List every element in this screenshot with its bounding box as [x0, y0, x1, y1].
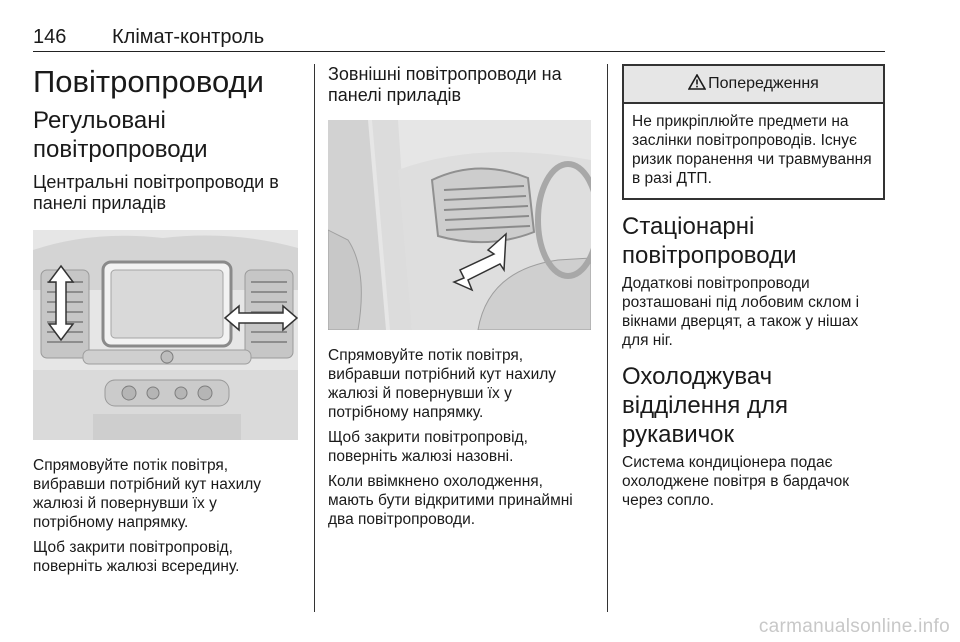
column-1 — [33, 64, 301, 576]
warning-box — [622, 64, 885, 200]
warning-header — [624, 66, 883, 104]
instruction-text: Щоб закрити повітропровід, поверніть жалюзі всередину. — [33, 539, 240, 575]
side-vent-illustration — [328, 120, 591, 330]
volume-knob — [161, 351, 173, 363]
page-header — [33, 22, 885, 52]
side-vent — [432, 168, 534, 242]
instruction-text: Щоб закрити повітропровід, поверніть жалюзі назовні. — [328, 429, 528, 465]
section-title: Повітропроводи — [33, 64, 264, 99]
center-vents-illustration — [33, 230, 298, 440]
instruction-text: Спрямовуйте потік повітря, вибравши потрібний кут нахилу жалюзі й повернувши їх у потрібному напрямку. — [33, 457, 262, 531]
column-3 — [622, 64, 885, 510]
warning-text: Не прикріплюйте предмети на заслінки повітропроводів. Існує ризик поранення чи травмування в разі ДТП. — [632, 113, 872, 187]
subsection-title: Стаціонарні повітропроводи — [622, 213, 797, 269]
topic-heading: Зовнішні повітропроводи на панелі приладів — [328, 64, 562, 105]
warning-triangle-icon — [688, 74, 706, 95]
instruction-text: Коли ввімкнено охолодження, мають бути відкритими принаймні два повітропроводи. — [328, 473, 573, 528]
topic-heading: Центральні повітропроводи в панелі приладів — [33, 172, 279, 213]
column-2 — [328, 64, 593, 529]
subsection-title: Охолоджувач відділення для рукавичок — [622, 363, 788, 448]
warning-title: Попередження — [708, 75, 819, 92]
instruction-text: Спрямовуйте потік повітря, вибравши потрібний кут нахилу жалюзі й повернувши їх у потрібному напрямку. — [328, 347, 557, 421]
page-number: 146 — [33, 26, 67, 48]
running-title: Клімат-контроль — [112, 26, 265, 48]
body-text: Система кондиціонера подає охолоджене повітря в бардачок через сопло. — [622, 454, 850, 509]
column-divider — [314, 64, 315, 612]
body-text: Додаткові повітропроводи розташовані під лобовим склом і вікнами дверцят, а також у нішах для ніг. — [622, 275, 860, 349]
column-divider — [607, 64, 608, 612]
header-rule — [33, 51, 885, 52]
watermark: carmanualsonline.info — [758, 616, 950, 637]
subsection-title: Регульовані повітропроводи — [33, 107, 208, 163]
